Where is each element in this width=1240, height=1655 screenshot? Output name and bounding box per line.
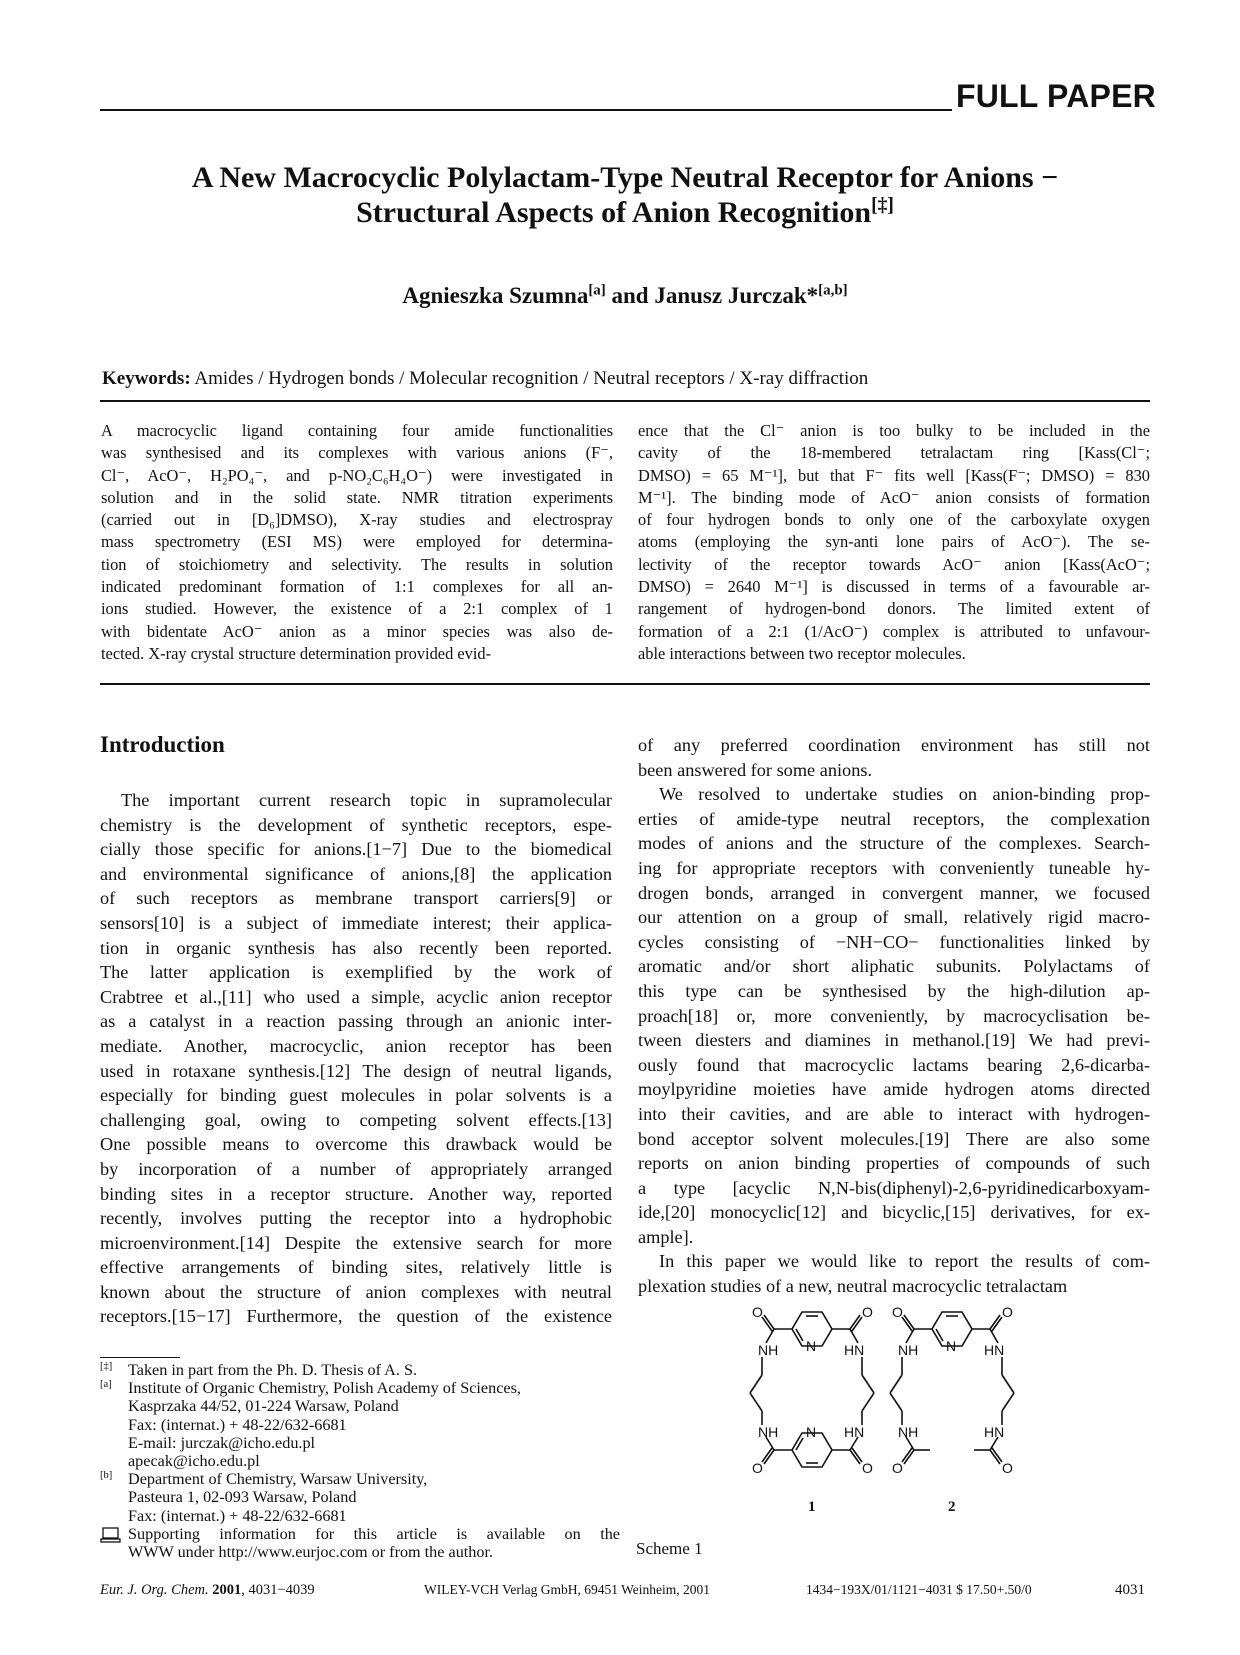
- body-text-line: used in rotaxane synthesis.[12] The design of neutral ligands,: [100, 1060, 612, 1081]
- title-footnote-mark: [‡]: [871, 195, 894, 216]
- body-text-line: receptors.[15−17] Furthermore, the question of the existence: [100, 1306, 612, 1327]
- footnote-line: Supporting information for this article is available on the: [128, 1524, 620, 1543]
- body-text-line: drogen bonds, arranged in convergent manner, we focused: [638, 882, 1150, 903]
- body-text-line: by incorporation of a number of appropriately arranged: [100, 1158, 612, 1179]
- body-text-line: challenging goal, owing to competing solvent effects.[13]: [100, 1109, 612, 1130]
- body-text-line: of such receptors as membrane transport carriers[9] or: [100, 888, 612, 909]
- abstract-left-column: [101, 420, 613, 665]
- intro-left-column: [100, 788, 612, 1329]
- body-text-line: We resolved to undertake studies on anion-binding prop-: [659, 784, 1150, 805]
- author-1: Agnieszka Szumna: [402, 283, 589, 308]
- footer-pages: , 4031−4039: [241, 1582, 315, 1598]
- footnote-line: Taken in part from the Ph. D. Thesis of A. S.: [128, 1361, 418, 1379]
- abstract-line: M⁻¹]. The binding mode of AcO⁻ anion consists of formation: [638, 487, 1150, 507]
- body-text-line: tween diesters and diamines in methanol.[19] We had previ-: [638, 1030, 1150, 1051]
- abstract-line: tion of stoichiometry and selectivity. The results in solution: [101, 554, 613, 574]
- keywords: [102, 368, 868, 390]
- compound-2-bonds: [890, 1312, 1014, 1464]
- body-text-line: sensors[10] is a subject of immediate interest; their applica-: [100, 912, 612, 933]
- body-text-line: as a catalyst in a reaction passing through an anionic inter-: [100, 1011, 612, 1032]
- footnote-line: E-mail: jurczak@icho.edu.pl: [128, 1433, 316, 1452]
- body-text-line: ing for appropriate receptors with conveniently tuneable hy-: [638, 857, 1150, 878]
- atom-o: O: [752, 1305, 763, 1320]
- keywords-label: Keywords:: [102, 368, 191, 389]
- body-text-line: known about the structure of anion complexes with neutral: [100, 1281, 612, 1302]
- author-2-affil: [a,b]: [818, 282, 848, 299]
- footer-citation: [100, 1582, 315, 1599]
- body-text-line: recently, involves putting the receptor into a hydrophobic: [100, 1208, 612, 1229]
- abstract-line: ence that the Cl⁻ anion is too bulky to be included in the: [638, 421, 1150, 440]
- body-text-line: cially those specific for anions.[1−7] Due to the biomedical: [100, 839, 612, 860]
- atom-hn: HN: [844, 1424, 865, 1440]
- abstract-line: was synthesised and its complexes with various anions (F⁻,: [101, 443, 613, 463]
- footnote-item: [100, 1525, 620, 1561]
- page-number: 4031: [1115, 1582, 1145, 1598]
- abstract-line: tected. X-ray crystal structure determination provided evid-: [101, 643, 492, 663]
- abstract-line: atoms (employing the syn-anti lone pairs of AcO⁻). The se-: [638, 532, 1150, 552]
- footnote-line: Fax: (internat.) + 48-22/632-6681: [128, 1506, 347, 1525]
- abstract-bottom-rule: [100, 683, 1150, 685]
- body-text-line: modes of anions and the structure of the complexes. Search-: [638, 833, 1150, 854]
- footnote-line: Fax: (internat.) + 48-22/632-6681: [128, 1415, 347, 1434]
- footer-journal: Eur. J. Org. Chem.: [100, 1582, 209, 1598]
- body-text-line: moylpyridine moieties have amide hydrogen atoms directed: [638, 1079, 1150, 1100]
- abstract-line: A macrocyclic ligand containing four amide functionalities: [101, 421, 613, 440]
- body-text-line: especially for binding guest molecules in polar solvents is a: [100, 1085, 612, 1106]
- body-text-line: ample].: [638, 1226, 694, 1247]
- computer-icon: [100, 1527, 122, 1550]
- atom-n: N: [806, 1338, 817, 1354]
- author-2: Janusz Jurczak*: [654, 283, 819, 308]
- footer-publisher: WILEY-VCH Verlag GmbH, 69451 Weinheim, 2001: [424, 1582, 710, 1597]
- body-text-line: our attention on a group of small, relatively rigid macro-: [638, 907, 1150, 928]
- body-text-line: binding sites in a receptor structure. Another way, reported: [100, 1183, 612, 1204]
- atom-hn: HN: [984, 1424, 1005, 1440]
- abstract-right-column: [638, 420, 1150, 665]
- abstract-line: (carried out in [D₆]DMSO), X-ray studies and electrospray: [101, 510, 613, 530]
- footnote-item: [100, 1361, 620, 1379]
- abstract-line: solution and in the solid state. NMR titration experiments: [101, 487, 613, 507]
- body-text-line: of any preferred coordination environment has still not: [638, 735, 1150, 755]
- footnotes: [100, 1361, 620, 1561]
- atom-o: O: [752, 1460, 763, 1476]
- footnote-mark: [‡]: [100, 1361, 113, 1372]
- footnote-item: [100, 1379, 620, 1470]
- footnote-line: Kasprzaka 44/52, 01-224 Warsaw, Poland: [128, 1397, 399, 1416]
- body-text-line: chemistry is the development of synthetic receptors, espe-: [100, 814, 612, 835]
- body-text-line: tion in organic synthesis has also recently been reported.: [100, 937, 612, 958]
- scheme-1-structures: [740, 1305, 1080, 1520]
- body-text-line: plexation studies of a new, neutral macrocyclic tetralactam: [638, 1276, 1068, 1297]
- section-tag: FULL PAPER: [956, 78, 1156, 114]
- atom-nh: NH: [758, 1342, 779, 1358]
- body-text-line: reports on anion binding properties of compounds of such: [638, 1153, 1150, 1174]
- abstract-line: with bidentate AcO⁻ anion as a minor species was also de-: [101, 621, 613, 641]
- abstract-line: indicated predominant formation of 1:1 complexes for all an-: [101, 577, 613, 597]
- keywords-text: Amides / Hydrogen bonds / Molecular recognition / Neutral receptors / X-ray diffraction: [190, 368, 869, 389]
- abstract-line: rangement of hydrogen-bond donors. The limited extent of: [638, 599, 1150, 619]
- body-text-line: ide,[20] monocyclic[12] and bicyclic,[15] derivatives, for ex-: [638, 1202, 1150, 1223]
- compound-1-bonds: [750, 1312, 874, 1467]
- footer-issn: 1434−193X/01/1121−4031 $ 17.50+.50/0: [806, 1582, 1032, 1597]
- body-text-line: The latter application is exemplified by the work of: [100, 962, 612, 983]
- footnote-mark: [a]: [100, 1379, 112, 1391]
- abstract-line: able interactions between two receptor molecules.: [638, 643, 966, 663]
- footnote-line: apecak@icho.edu.pl: [128, 1452, 260, 1471]
- body-text-line: aromatic and/or short aliphatic subunits. Polylactams of: [638, 956, 1150, 977]
- atom-n: N: [946, 1338, 957, 1354]
- atom-nh: NH: [898, 1424, 919, 1440]
- footnote-line: WWW under http://www.eurjoc.com or from the author.: [128, 1543, 494, 1562]
- atom-nh: NH: [898, 1342, 919, 1358]
- compound-1-label: 1: [808, 1499, 816, 1515]
- abstract-line: lectivity of the receptor towards AcO⁻ anion [Kass(AcO⁻;: [638, 554, 1150, 574]
- header-rule: [100, 109, 952, 111]
- compound-2-label: 2: [948, 1499, 956, 1515]
- body-text-line: In this paper we would like to report the results of com-: [659, 1251, 1150, 1272]
- abstract-line: of four hydrogen bonds to only one of the carboxylate oxygen: [638, 510, 1150, 530]
- abstract-line: DMSO) = 2640 M⁻¹] is discussed in terms of a favourable ar-: [638, 577, 1150, 597]
- body-text-line: bond acceptor solvent molecules.[19] There are also some: [638, 1128, 1150, 1149]
- title-line-1: A New Macrocyclic Polylactam-Type Neutral Receptor for Anions −: [191, 161, 1059, 194]
- body-text-line: proach[18] or, more conveniently, by macrocyclisation be-: [638, 1005, 1150, 1026]
- body-text-line: cycles consisting of −NH−CO− functionalities linked by: [638, 931, 1150, 952]
- atom-o: O: [892, 1305, 903, 1320]
- footnote-line: Pasteura 1, 02-093 Warsaw, Poland: [128, 1488, 357, 1507]
- atom-o: O: [892, 1460, 903, 1476]
- body-text-line: a type [acyclic N,N-bis(diphenyl)-2,6-pyridinedicarboxyam-: [638, 1177, 1150, 1198]
- section-heading-introduction: Introduction: [100, 732, 225, 757]
- abstract-line: ions studied. However, the existence of a 2:1 complex of 1: [101, 599, 613, 619]
- body-text-line: microenvironment.[14] Despite the extensive search for more: [100, 1232, 612, 1253]
- abstract-line: cavity of the 18-membered tetralactam ring [Kass(Cl⁻;: [638, 443, 1150, 463]
- body-text-line: into their cavities, and are able to interact with hydrogen-: [638, 1103, 1150, 1124]
- atom-o: O: [862, 1305, 873, 1320]
- atom-o: O: [1002, 1305, 1013, 1320]
- body-text-line: been answered for some anions.: [638, 759, 873, 780]
- author-1-affil: [a]: [588, 282, 606, 299]
- author-conjunction: and: [605, 283, 655, 308]
- body-text-line: ously found that macrocyclic lactams bearing 2,6-dicarba-: [638, 1054, 1150, 1075]
- abstract-line: Cl⁻, AcO⁻, H₂PO₄⁻, and p-NO₂C₆H₄O⁻) were investigated in: [101, 465, 613, 485]
- body-text-line: this type can be synthesised by the high-dilution ap-: [638, 980, 1150, 1001]
- footer-year: 2001: [212, 1582, 242, 1598]
- footnote-item: [100, 1470, 620, 1525]
- footnote-mark: [b]: [100, 1470, 113, 1482]
- atom-n: N: [806, 1424, 817, 1440]
- footnote-line: Institute of Organic Chemistry, Polish Academy of Sciences,: [128, 1379, 521, 1398]
- author-line: [100, 283, 1150, 309]
- title-line-2: [100, 195, 1150, 230]
- title-line-2-text: Structural Aspects of Anion Recognition: [356, 196, 872, 229]
- intro-right-column: [638, 733, 1150, 1299]
- atom-o: O: [1002, 1460, 1013, 1476]
- body-text-line: mediate. Another, macrocyclic, anion receptor has been: [100, 1035, 612, 1056]
- paper-title: [100, 160, 1150, 230]
- abstract-top-rule: [100, 400, 1150, 402]
- body-text-line: and environmental significance of anions,[8] the application: [100, 863, 612, 884]
- abstract-line: mass spectrometry (ESI MS) were employed for determina-: [101, 532, 613, 552]
- footnote-line: Department of Chemistry, Warsaw University,: [128, 1470, 428, 1489]
- body-text-line: effective arrangements of binding sites, relatively little is: [100, 1257, 612, 1278]
- body-text-line: The important current research topic in supramolecular: [121, 790, 612, 810]
- abstract-line: formation of a 2:1 (1/AcO⁻) complex is attributed to unfavour-: [638, 621, 1150, 641]
- abstract-line: DMSO) = 65 M⁻¹], but that F⁻ fits well [Kass(F⁻; DMSO) = 830: [638, 465, 1150, 485]
- scheme-caption: Scheme 1: [636, 1539, 703, 1558]
- atom-hn: HN: [984, 1342, 1005, 1358]
- body-text-line: Crabtree et al.,[11] who used a simple, acyclic anion receptor: [100, 986, 612, 1007]
- atom-hn: HN: [844, 1342, 865, 1358]
- body-text-line: erties of amide-type neutral receptors, the complexation: [638, 808, 1150, 829]
- atom-nh: NH: [758, 1424, 779, 1440]
- body-text-line: One possible means to overcome this drawback would be: [100, 1134, 612, 1155]
- atom-o: O: [862, 1460, 873, 1476]
